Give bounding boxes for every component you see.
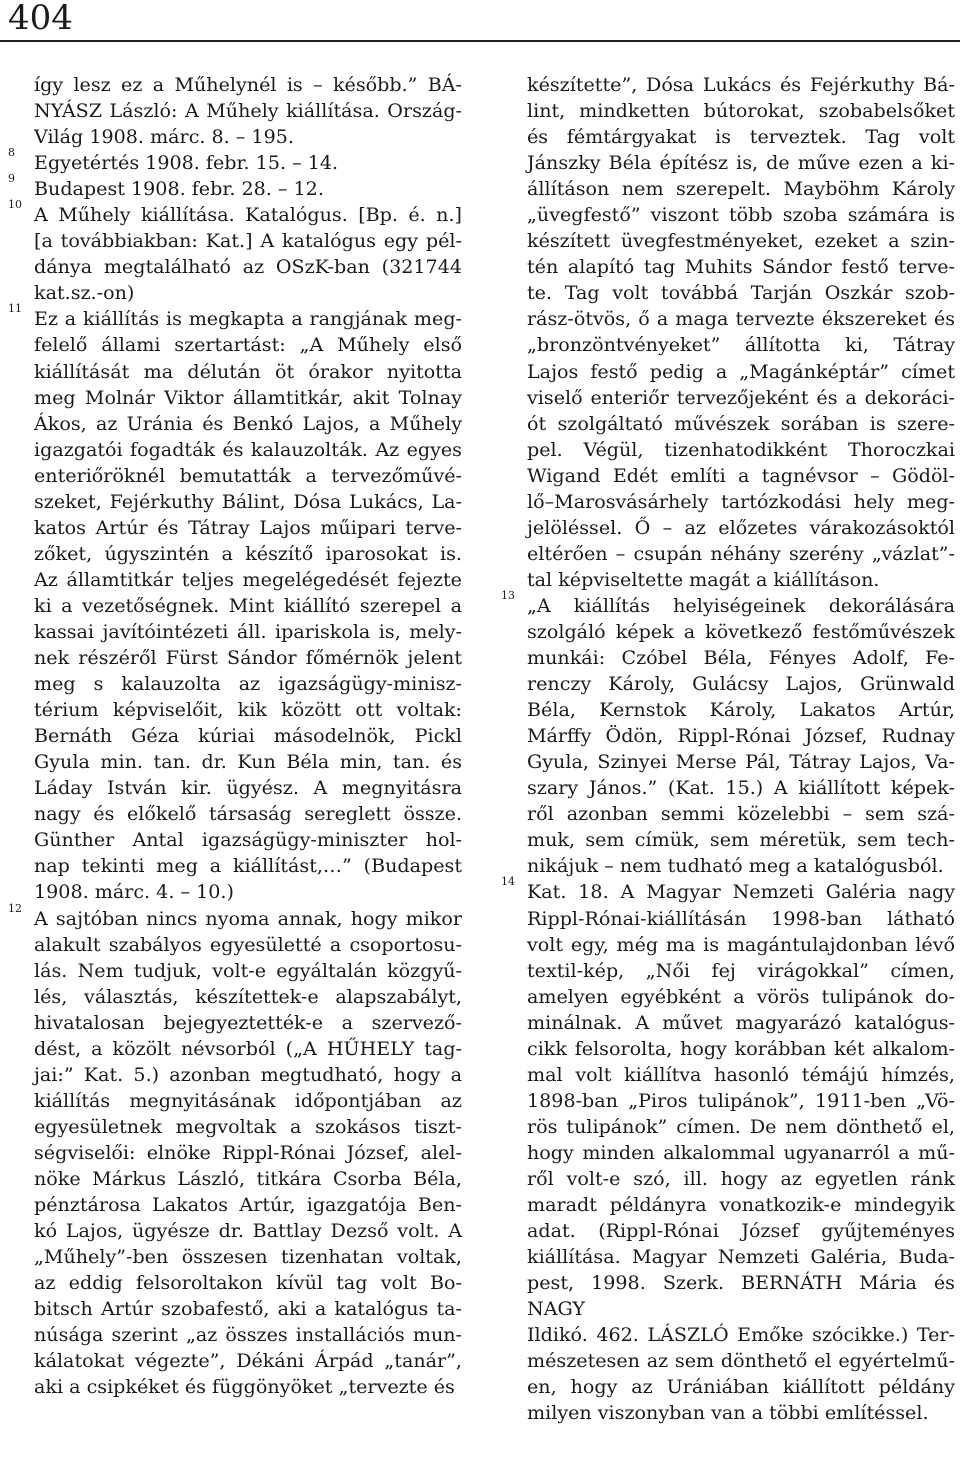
line-text: lő–Marosvásárhely tartózkodási hely meg- [527, 489, 955, 513]
text-line [34, 827, 462, 853]
text-line [527, 853, 955, 879]
text-line [34, 332, 462, 358]
text-line [34, 359, 462, 385]
text-line [527, 1114, 955, 1140]
line-text: nikájuk – nem tudható meg a katalógusból. [527, 854, 944, 878]
text-line [34, 463, 462, 489]
text-line [527, 515, 955, 541]
line-text: kat.sz.-on) [34, 281, 135, 305]
line-text: az eddig felsoroltakon kívül tag volt Bo- [34, 1271, 462, 1295]
text-line [34, 124, 462, 150]
line-text: Günther Antal igazságügy-miniszter hol- [34, 828, 462, 852]
line-text: [a továbbiakban: Kat.] A katalógus egy pél- [34, 229, 462, 253]
text-line [34, 1192, 462, 1218]
text-line [527, 619, 955, 645]
text-line [34, 1114, 462, 1140]
text-line [527, 775, 955, 801]
line-text: egyesületnek megvoltak a szokásos tiszt- [34, 1114, 462, 1138]
line-text: mészetesen az sem dönthető el egyértelmű- [527, 1349, 955, 1373]
text-line [34, 593, 462, 619]
line-text: ségviselői: elnöke Rippl-Rónai József, alel- [34, 1140, 462, 1164]
text-line [34, 801, 462, 827]
line-text: Gyula min. tan. dr. Kun Béla min, tan. és [34, 750, 462, 774]
line-text: Bernáth Géza kúriai másodelnök, Pickl [34, 724, 462, 748]
text-line [34, 1322, 462, 1348]
line-text: NYÁSZ László: A Műhely kiállítása. Ország- [34, 99, 462, 123]
footnote-number: 12 [8, 901, 22, 915]
text-line [527, 1374, 955, 1400]
text-line [527, 1270, 955, 1322]
text-line [34, 98, 462, 124]
text-line [34, 1218, 462, 1244]
line-text: muk, sem címük, sem méretük, sem tech- [527, 828, 955, 852]
line-text: nek részéről Fürst Sándor főmérnök jelent [34, 646, 462, 670]
text-line [527, 489, 955, 515]
line-text: A Műhely kiállítása. Katalógus. [Bp. é. n.] [34, 203, 462, 227]
line-text: lés, választás, készítettek-e alapszabályt, [34, 984, 462, 1008]
text-line [8, 198, 462, 228]
line-text: enteriőröknél bemutatták a tervezőművé- [34, 463, 462, 487]
line-text: lint, mindketten bútorokat, szobabelsőket [527, 99, 955, 123]
text-line [527, 645, 955, 671]
text-line [527, 567, 955, 593]
text-line [527, 124, 955, 150]
line-text: viselő enteriőr tervezőjeként és a dekoráci- [527, 385, 955, 409]
text-line [34, 254, 462, 280]
text-line [34, 958, 462, 984]
line-text: „Műhely”-ben összesen tizenhatan voltak, [34, 1245, 462, 1269]
line-text: Egyetértés 1908. febr. 15. – 14. [34, 151, 339, 175]
line-text: dést, a közölt névsorból („A HŰHELY tag- [34, 1036, 462, 1060]
line-text: kassai javítóintézeti áll. ipariskola is, mely- [34, 619, 462, 643]
text-line [527, 254, 955, 280]
text-line [34, 385, 462, 411]
text-line [527, 306, 955, 332]
line-text: Márffy Ödön, Rippl-Rónai József, Rudnay [527, 724, 955, 748]
line-text: minálnak. A művet magyarázó katalógus- [527, 1010, 955, 1034]
text-line [34, 697, 462, 723]
text-line [527, 1218, 955, 1244]
text-line [527, 1244, 955, 1270]
text-line [527, 1062, 955, 1088]
line-text: lás. Nem tudjuk, volt-e egyáltalán közgyű- [34, 958, 462, 982]
text-line [527, 906, 955, 932]
line-text: jelöléssel. Ő – az előzetes várakozásoktól [527, 515, 955, 539]
line-text: „bronzöntvényeket” állította ki, Tátray [527, 333, 955, 357]
line-text: rász-ötvös, ő a maga tervezte ékszereket és [527, 307, 955, 331]
text-line [34, 619, 462, 645]
line-text: ki a vezetőségnek. Mint kiállító szerepel a [34, 593, 462, 617]
footnote-number: 11 [8, 302, 22, 316]
line-text: kiállítása. Magyar Nemzeti Galéria, Buda- [527, 1245, 955, 1269]
text-line [34, 411, 462, 437]
text-line [527, 1400, 955, 1426]
text-line [527, 1322, 955, 1348]
line-text: Láday István kir. ügyész. A megnyitásra [34, 776, 462, 800]
line-text: Wigand Edét említi a tagnévsor – Gödöl- [527, 463, 955, 487]
line-text: amelyen egyébként a vörös tulipánok do- [527, 984, 955, 1008]
line-text: Gyula, Szinyei Merse Pál, Tátray Lajos, Va- [527, 750, 955, 774]
text-line [527, 1348, 955, 1374]
line-text: munkái: Czóbel Béla, Fényes Adolf, Fe- [527, 646, 955, 670]
line-text: alakult szabályos egyesületté a csoportosu- [34, 932, 462, 956]
line-text: és fémtárgyakat is terveztek. Tag volt [527, 125, 955, 149]
text-line [34, 1166, 462, 1192]
line-text: Béla, Kernstok Károly, Lakatos Artúr, [527, 698, 955, 722]
text-line [8, 302, 462, 332]
line-text: pénztárosa Lakatos Artúr, igazgatója Ben- [34, 1193, 462, 1217]
text-line [527, 749, 955, 775]
text-line [34, 1348, 462, 1374]
text-line [527, 332, 955, 358]
text-line [34, 1088, 462, 1114]
line-text: nagy és előkelő társaság sereglett össze. [34, 802, 462, 826]
line-text: ről volt-e szó, ill. hogy az egyetlen ránk [527, 1166, 955, 1190]
text-line [34, 1010, 462, 1036]
text-line [34, 723, 462, 749]
line-text: jai:” Kat. 5.) azonban megtudható, hogy a [34, 1062, 462, 1086]
text-line [34, 879, 462, 905]
line-text: szeket, Fejérkuthy Bálint, Dósa Lukács, La- [34, 489, 462, 513]
line-text: rös tulipánok” címen. De nem dönthető el, [527, 1114, 955, 1138]
line-text: volt egy, még ma is magántulajdonban lévő [527, 932, 955, 956]
text-line [34, 984, 462, 1010]
text-line [527, 958, 955, 984]
line-text: maradt példányra vonatkozik-e mindegyik [527, 1193, 955, 1217]
text-line [527, 1166, 955, 1192]
text-line [527, 98, 955, 124]
text-line [527, 411, 955, 437]
text-line [501, 875, 955, 905]
text-line [34, 280, 462, 306]
line-text: így lesz ez a Műhelynél is – később.” BÁ- [34, 73, 462, 96]
line-text: cikk felsorolta, hogy korábban két alkalom- [527, 1036, 955, 1060]
text-line [527, 280, 955, 306]
footnote-number: 8 [8, 146, 15, 160]
text-line [527, 697, 955, 723]
line-text: pel. Végül, tizenhatodikként Thoroczkai [527, 437, 955, 461]
line-text: kó Lajos, ügyésze dr. Battlay Dezső volt. A [34, 1219, 462, 1243]
line-text: meg s kalauzolta az igazságügy-minisz- [34, 672, 462, 696]
text-line [527, 202, 955, 228]
line-text: 1908. márc. 4. – 10.) [34, 880, 234, 904]
line-text: dánya megtalálható az OSzK-ban (321744 [34, 255, 462, 279]
line-text: Jánszky Béla építész is, de műve ezen a ki- [527, 151, 955, 175]
text-line [527, 1010, 955, 1036]
line-text: A sajtóban nincs nyoma annak, hogy mikor [34, 906, 462, 930]
line-text: „A kiállítás helyiségeinek dekorálására [527, 593, 955, 617]
text-line [527, 150, 955, 176]
text-line [34, 567, 462, 593]
line-text: katos Artúr és Tátray Lajos műipari terve- [34, 515, 462, 539]
text-line [527, 723, 955, 749]
text-line [34, 72, 462, 98]
text-line [34, 541, 462, 567]
text-line [527, 827, 955, 853]
line-text: kiállítását ma délután öt órakor nyitotta [34, 359, 462, 383]
line-text: adat. (Rippl-Rónai József gyűjteményes [527, 1219, 955, 1243]
text-line [34, 437, 462, 463]
text-line [34, 932, 462, 958]
line-text: kiállítás megnyitásának időpontjában az [34, 1088, 462, 1112]
line-text: „üvegfestő” viszont több szoba számára is [527, 203, 955, 227]
line-text: Lajos festő pedig a „Magánképtár” címet [527, 359, 955, 383]
line-text: Ildikó. 462. LÁSZLÓ Emőke szócikke.) Ter- [527, 1323, 955, 1347]
text-line [527, 1192, 955, 1218]
line-text: Ákos, az Uránia és Benkó Lajos, a Műhely [34, 411, 462, 435]
text-line [527, 228, 955, 254]
line-text: zőket, úgyszintén a készítő iparosokat is. [34, 541, 462, 565]
text-line [8, 901, 462, 932]
line-text: Budapest 1908. febr. 28. – 12. [34, 177, 324, 201]
right-column [501, 72, 955, 1426]
header-rule [0, 40, 960, 42]
text-line [527, 72, 955, 98]
line-text: igazgatói fogadták és kalauzolták. Az egyes [34, 437, 462, 461]
text-line [34, 671, 462, 697]
text-line [8, 172, 462, 202]
text-line [527, 801, 955, 827]
footnote-number: 14 [501, 875, 515, 889]
line-text: bitsch Artúr szobafestő, aki a katalógus ta- [34, 1297, 462, 1321]
line-text: hivatalosan bejegyeztették-e a szervező- [34, 1010, 462, 1034]
line-text: hogy minden alkalommal ugyanarról a mű- [527, 1140, 955, 1164]
line-text: meg Molnár Viktor államtitkár, akit Tolnay [34, 385, 462, 409]
footnote-number: 9 [8, 172, 15, 186]
line-text: mal volt kiállítva hasonló témájú hímzés, [527, 1062, 955, 1086]
line-text: aki a csipkéket és függönyöket „tervezte és [34, 1375, 455, 1399]
text-line [8, 146, 462, 176]
text-line [501, 588, 955, 619]
text-line [34, 515, 462, 541]
line-text: felelő állami szertartást: „A Műhely első [34, 333, 462, 357]
text-line [527, 1036, 955, 1062]
line-text: készített üvegfestményeket, ezeket a szin- [527, 229, 955, 253]
line-text: textil-kép, „Női fej virágokkal” címen, [527, 958, 955, 982]
page-number: 404 [8, 0, 73, 38]
text-line [527, 932, 955, 958]
line-text: milyen viszonyban van a többi említéssel. [527, 1401, 929, 1425]
text-line [527, 541, 955, 567]
text-line [527, 437, 955, 463]
footnote-number: 10 [8, 198, 22, 212]
text-line [34, 1062, 462, 1088]
line-text: ről azonban semmi közelebbi – sem szá- [527, 802, 955, 826]
line-text: tal képviseltette magát a kiállításon. [527, 567, 880, 591]
text-line [34, 775, 462, 801]
text-line [527, 671, 955, 697]
line-text: nap tekinti meg a kiállítást,…” (Budapest [34, 854, 462, 878]
line-text: nöke Márkus László, titkára Csorba Béla, [34, 1166, 462, 1190]
line-text: Ez a kiállítás is megkapta a rangjának meg- [34, 307, 462, 331]
text-line [34, 228, 462, 254]
line-text: szolgáló képek a következő festőművészek [527, 619, 955, 643]
line-text: te. Tag volt továbbá Tarján Oszkár szob- [527, 281, 955, 305]
line-text: Az államtitkár teljes megelégedését fejezte [34, 567, 462, 591]
text-line [34, 1374, 462, 1400]
text-line [527, 1088, 955, 1114]
text-line [527, 984, 955, 1010]
left-column [8, 72, 462, 1400]
line-text: szary János.” (Kat. 15.) A kiállított képek- [527, 776, 955, 800]
line-text: núsága szerint „az összes installációs mun- [34, 1323, 462, 1347]
line-text: tén alapító tag Muhits Sándor festő terve- [527, 255, 955, 279]
line-text: renczy Károly, Gulácsy Lajos, Grünwald [527, 672, 955, 696]
line-text: Világ 1908. márc. 8. – 195. [34, 125, 294, 149]
text-line [34, 1036, 462, 1062]
line-text: pest, 1998. Szerk. BERNÁTH Mária és NAGY [527, 1271, 955, 1321]
text-line [527, 1140, 955, 1166]
text-line [34, 1244, 462, 1270]
text-line [527, 359, 955, 385]
text-line [34, 853, 462, 879]
text-line [34, 645, 462, 671]
text-line [527, 176, 955, 202]
text-line [34, 1270, 462, 1296]
text-line [34, 1140, 462, 1166]
text-line [34, 749, 462, 775]
text-line [527, 463, 955, 489]
line-text: térium képviselőit, kik között ott voltak: [34, 698, 462, 722]
line-text: en, hogy az Urániában kiállított példány [527, 1375, 955, 1399]
text-line [34, 1296, 462, 1322]
line-text: Rippl-Rónai-kiállításán 1998-ban látható [527, 906, 955, 930]
line-text: ót szolgáltató művészek sorában is szere- [527, 411, 955, 435]
line-text: kálatokat végezte”, Dékáni Árpád „tanár”, [34, 1349, 462, 1373]
line-text: eltérően – csupán néhány szerény „vázlat”- [527, 541, 955, 565]
line-text: Kat. 18. A Magyar Nemzeti Galéria nagy [527, 880, 955, 904]
text-line [527, 385, 955, 411]
footnote-number: 13 [501, 588, 515, 602]
line-text: állításon nem szerepelt. Mayböhm Károly [527, 177, 955, 201]
text-line [34, 489, 462, 515]
line-text: készítette”, Dósa Lukács és Fejérkuthy Bá- [527, 73, 955, 96]
line-text: 1898-ban „Piros tulipánok”, 1911-ben „Vö- [527, 1088, 955, 1112]
